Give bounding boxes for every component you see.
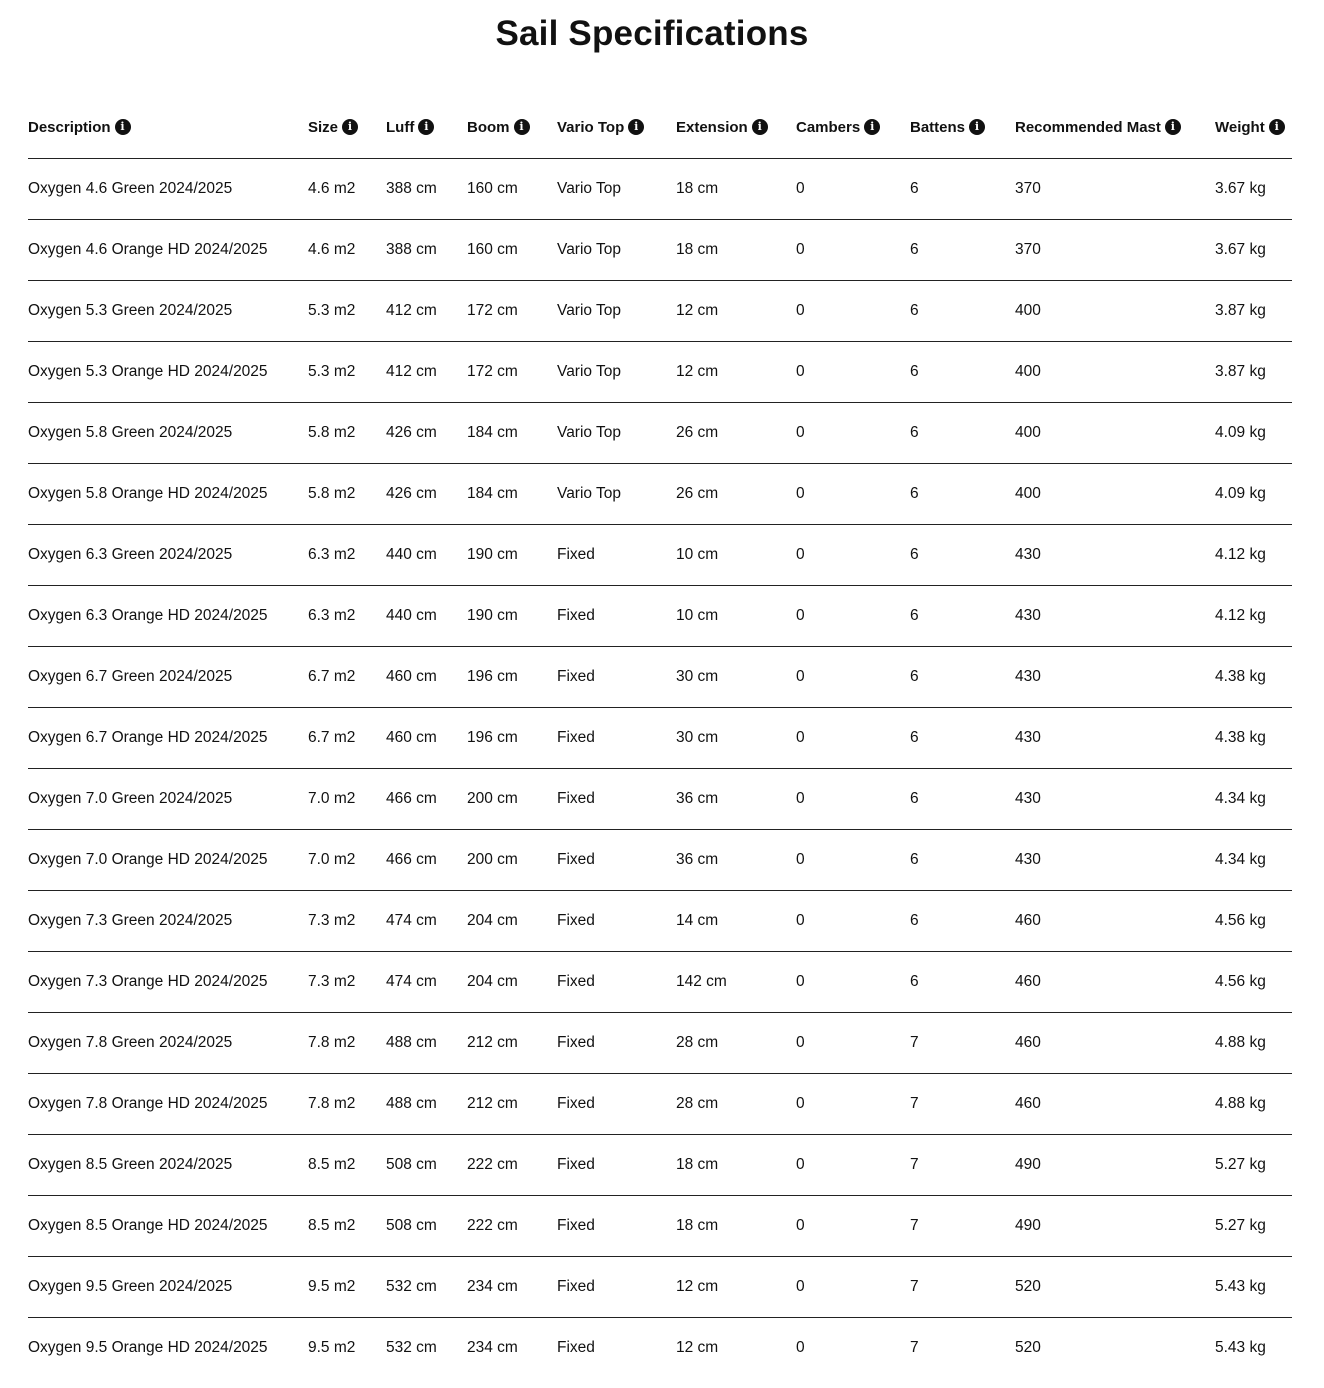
table-cell: 28 cm xyxy=(676,1074,796,1135)
table-cell: 0 xyxy=(796,1074,910,1135)
table-row xyxy=(28,1257,1292,1318)
table-cell: 184 cm xyxy=(467,403,557,464)
table-cell: 466 cm xyxy=(386,830,467,891)
table-cell: 14 cm xyxy=(676,891,796,952)
table-cell: 5.43 kg xyxy=(1215,1339,1266,1356)
table-cell: 430 xyxy=(1015,769,1215,830)
column-header-label: Recommended Mast xyxy=(1015,118,1161,136)
table-cell: 4.12 kg xyxy=(1215,525,1292,586)
table-cell: 4.09 kg xyxy=(1215,403,1292,464)
table-cell: Oxygen 5.8 Orange HD 2024/2025 xyxy=(28,464,308,525)
table-cell: Fixed xyxy=(557,1013,676,1074)
table-cell: 142 cm xyxy=(676,952,796,1013)
table-cell: 0 xyxy=(796,159,910,220)
page-title: Sail Specifications xyxy=(495,14,809,53)
table-cell: 0 xyxy=(796,220,910,281)
table-cell: 440 cm xyxy=(386,525,467,586)
column-header-label: Description xyxy=(28,118,111,136)
table-cell: Oxygen 7.3 Orange HD 2024/2025 xyxy=(28,952,308,1013)
table-cell: 4.12 kg xyxy=(1215,586,1292,647)
table-cell: 460 xyxy=(1015,891,1215,952)
column-header-content xyxy=(676,119,768,136)
table-cell: Vario Top xyxy=(557,342,676,403)
table-cell: 212 cm xyxy=(467,1074,557,1135)
table-cell: 8.5 m2 xyxy=(308,1196,386,1257)
table-cell: 4.56 kg xyxy=(1215,891,1292,952)
table-cell: 26 cm xyxy=(676,403,796,464)
column-header-content xyxy=(1215,119,1285,136)
table-cell: 0 xyxy=(796,1339,805,1356)
column-header-content xyxy=(1015,119,1181,136)
table-cell: Vario Top xyxy=(557,159,676,220)
table-cell: 466 cm xyxy=(386,769,467,830)
table-cell: Fixed xyxy=(557,1135,676,1196)
table-cell: 6 xyxy=(910,586,1015,647)
column-header-label: Weight xyxy=(1215,118,1265,136)
table-cell: 370 xyxy=(1015,220,1215,281)
table-cell: 28 cm xyxy=(676,1013,796,1074)
table-cell: 7.8 m2 xyxy=(308,1074,386,1135)
table-cell: Oxygen 8.5 Orange HD 2024/2025 xyxy=(28,1196,308,1257)
table-cell: Oxygen 5.3 Green 2024/2025 xyxy=(28,281,308,342)
table-cell: 460 cm xyxy=(386,647,467,708)
table-cell: 440 cm xyxy=(386,586,467,647)
table-row xyxy=(28,830,1292,891)
table-cell: 388 cm xyxy=(386,159,467,220)
table-cell: 6 xyxy=(910,708,1015,769)
table-row xyxy=(28,464,1292,525)
table-cell: 426 cm xyxy=(386,464,467,525)
table-cell: 160 cm xyxy=(467,220,557,281)
table-cell: Fixed xyxy=(557,525,676,586)
table-cell: Oxygen 7.0 Green 2024/2025 xyxy=(28,769,308,830)
table-cell: Fixed xyxy=(557,1196,676,1257)
table-cell: 196 cm xyxy=(467,647,557,708)
info-icon[interactable]: i xyxy=(752,119,768,135)
table-cell: 7 xyxy=(910,1257,1015,1318)
table-cell: 234 cm xyxy=(467,1257,557,1318)
column-header xyxy=(557,96,676,159)
table-cell: 474 cm xyxy=(386,952,467,1013)
table-row xyxy=(28,1196,1292,1257)
table-cell: 0 xyxy=(796,952,910,1013)
table-cell: 4.09 kg xyxy=(1215,464,1292,525)
table-cell: 172 cm xyxy=(467,342,557,403)
table-cell: 388 cm xyxy=(386,220,467,281)
table-cell: Fixed xyxy=(557,1339,595,1356)
table-row xyxy=(28,1318,1292,1379)
table-cell: 400 xyxy=(1015,342,1215,403)
table-cell: 6 xyxy=(910,220,1015,281)
column-header-label: Battens xyxy=(910,118,966,136)
table-cell: 10 cm xyxy=(676,586,796,647)
header-row xyxy=(28,96,1292,159)
table-cell: 3.67 kg xyxy=(1215,220,1292,281)
table-cell: 0 xyxy=(796,525,910,586)
table-cell: 26 cm xyxy=(676,464,796,525)
column-header-content xyxy=(386,119,434,136)
column-header-label: Extension xyxy=(676,118,748,136)
table-cell: 4.34 kg xyxy=(1215,830,1292,891)
table-cell: Oxygen 9.5 Orange HD 2024/2025 xyxy=(28,1339,268,1356)
table-cell: 460 xyxy=(1015,952,1215,1013)
table-cell: 5.27 kg xyxy=(1215,1135,1292,1196)
column-header xyxy=(28,96,308,159)
table-row xyxy=(28,891,1292,952)
table-row xyxy=(28,647,1292,708)
table-cell: 8.5 m2 xyxy=(308,1135,386,1196)
table-cell: 6.3 m2 xyxy=(308,586,386,647)
table-cell: 5.3 m2 xyxy=(308,342,386,403)
table-cell: Oxygen 7.8 Green 2024/2025 xyxy=(28,1013,308,1074)
table-cell: 5.43 kg xyxy=(1215,1257,1292,1318)
table-cell: 18 cm xyxy=(676,220,796,281)
table-cell: 7 xyxy=(910,1339,919,1356)
table-row xyxy=(28,1074,1292,1135)
column-header xyxy=(910,96,1015,159)
column-header xyxy=(1215,96,1292,159)
table-cell: Oxygen 7.0 Orange HD 2024/2025 xyxy=(28,830,308,891)
table-row xyxy=(28,769,1292,830)
table-cell: 6 xyxy=(910,769,1015,830)
table-cell: 4.34 kg xyxy=(1215,769,1292,830)
table-cell: 6.7 m2 xyxy=(308,708,386,769)
table-cell: 460 xyxy=(1015,1074,1215,1135)
table-cell: 6.7 m2 xyxy=(308,647,386,708)
table-cell: Vario Top xyxy=(557,464,676,525)
table-cell: 490 xyxy=(1015,1135,1215,1196)
table-cell: 18 cm xyxy=(676,1196,796,1257)
table-cell: 200 cm xyxy=(467,830,557,891)
table-cell: 10 cm xyxy=(676,525,796,586)
table-cell: 12 cm xyxy=(676,281,796,342)
table-cell: 0 xyxy=(796,1135,910,1196)
table-cell: 426 cm xyxy=(386,403,467,464)
table-cell: 7.3 m2 xyxy=(308,952,386,1013)
table-cell: 196 cm xyxy=(467,708,557,769)
column-header-content xyxy=(467,119,530,136)
column-header-label: Vario Top xyxy=(557,118,625,136)
table-cell: 7.8 m2 xyxy=(308,1013,386,1074)
table-cell: 412 cm xyxy=(386,281,467,342)
table-row xyxy=(28,952,1292,1013)
table-body xyxy=(28,159,1292,1379)
column-header-label: Luff xyxy=(386,118,415,136)
table-cell: 5.8 m2 xyxy=(308,464,386,525)
table-cell: 490 xyxy=(1015,1196,1215,1257)
table-cell: 160 cm xyxy=(467,159,557,220)
table-cell: 6 xyxy=(910,464,1015,525)
table-cell: 30 cm xyxy=(676,647,796,708)
table-cell: 172 cm xyxy=(467,281,557,342)
table-cell: 6 xyxy=(910,403,1015,464)
table-cell: 400 xyxy=(1015,403,1215,464)
table-cell: 0 xyxy=(796,464,910,525)
table-cell: 30 cm xyxy=(676,708,796,769)
table-cell: 12 cm xyxy=(676,342,796,403)
table-cell: 430 xyxy=(1015,830,1215,891)
table-cell: Fixed xyxy=(557,586,676,647)
column-header-content xyxy=(28,119,131,136)
table-cell: 520 xyxy=(1015,1339,1041,1356)
table-cell: Oxygen 7.3 Green 2024/2025 xyxy=(28,891,308,952)
table-cell: 0 xyxy=(796,830,910,891)
table-cell: 0 xyxy=(796,403,910,464)
table-cell: 6 xyxy=(910,891,1015,952)
table-row xyxy=(28,342,1292,403)
table-cell: 222 cm xyxy=(467,1196,557,1257)
table-cell: 12 cm xyxy=(676,1339,719,1356)
info-icon[interactable]: i xyxy=(864,119,880,135)
table-cell: 430 xyxy=(1015,586,1215,647)
table-row xyxy=(28,708,1292,769)
table-cell: 204 cm xyxy=(467,891,557,952)
info-icon[interactable]: i xyxy=(342,119,358,135)
column-header xyxy=(308,96,386,159)
table-cell: Fixed xyxy=(557,647,676,708)
table-cell: 4.56 kg xyxy=(1215,952,1292,1013)
table-cell: 508 cm xyxy=(386,1196,467,1257)
table-cell: 4.38 kg xyxy=(1215,647,1292,708)
table-cell: 5.3 m2 xyxy=(308,281,386,342)
table-header xyxy=(28,96,1292,159)
table-cell: 0 xyxy=(796,342,910,403)
table-cell: 7 xyxy=(910,1196,1015,1257)
table-cell: 460 xyxy=(1015,1013,1215,1074)
table-cell: 234 cm xyxy=(467,1339,518,1356)
table-cell: 5.8 m2 xyxy=(308,403,386,464)
table-cell: 4.88 kg xyxy=(1215,1074,1292,1135)
table-cell: Oxygen 4.6 Green 2024/2025 xyxy=(28,159,308,220)
column-header-content xyxy=(308,119,358,136)
table-cell: Oxygen 6.3 Orange HD 2024/2025 xyxy=(28,586,308,647)
column-header-label: Cambers xyxy=(796,118,861,136)
column-header-content xyxy=(557,119,644,136)
table-cell: 4.88 kg xyxy=(1215,1013,1292,1074)
table-cell: 200 cm xyxy=(467,769,557,830)
table-cell: 4.6 m2 xyxy=(308,159,386,220)
table-cell: 190 cm xyxy=(467,525,557,586)
table-cell: 430 xyxy=(1015,647,1215,708)
table-cell: 3.87 kg xyxy=(1215,342,1292,403)
table-cell: Oxygen 9.5 Green 2024/2025 xyxy=(28,1257,308,1318)
table-cell: 18 cm xyxy=(676,1135,796,1196)
table-cell: 0 xyxy=(796,891,910,952)
column-header-label: Size xyxy=(308,118,339,136)
specifications-table xyxy=(28,96,1292,1378)
column-header-content xyxy=(796,119,880,136)
table-cell: Oxygen 4.6 Orange HD 2024/2025 xyxy=(28,220,308,281)
table-cell: 0 xyxy=(796,708,910,769)
table-cell: 36 cm xyxy=(676,769,796,830)
table-cell: 184 cm xyxy=(467,464,557,525)
info-icon[interactable]: i xyxy=(418,119,434,135)
table-row xyxy=(28,403,1292,464)
table-cell: 190 cm xyxy=(467,586,557,647)
column-header xyxy=(676,96,796,159)
info-icon[interactable]: i xyxy=(115,119,131,135)
table-cell: 430 xyxy=(1015,525,1215,586)
table-cell: 222 cm xyxy=(467,1135,557,1196)
table-cell: 474 cm xyxy=(386,891,467,952)
table-cell: 9.5 m2 xyxy=(308,1339,356,1356)
column-header-content xyxy=(910,119,985,136)
table-cell: 18 cm xyxy=(676,159,796,220)
table-cell: 0 xyxy=(796,1013,910,1074)
table-cell: 5.27 kg xyxy=(1215,1196,1292,1257)
table-cell: 6 xyxy=(910,342,1015,403)
table-cell: 520 xyxy=(1015,1257,1215,1318)
table-cell: Fixed xyxy=(557,708,676,769)
table-cell: 532 cm xyxy=(386,1257,467,1318)
table-cell: Oxygen 8.5 Green 2024/2025 xyxy=(28,1135,308,1196)
table-cell: 400 xyxy=(1015,281,1215,342)
table-cell: 412 cm xyxy=(386,342,467,403)
table-cell: 532 cm xyxy=(386,1339,437,1356)
table-cell: 6 xyxy=(910,952,1015,1013)
table-cell: 12 cm xyxy=(676,1257,796,1318)
info-icon[interactable]: i xyxy=(514,119,530,135)
table-cell: 488 cm xyxy=(386,1013,467,1074)
table-cell: Oxygen 6.7 Orange HD 2024/2025 xyxy=(28,708,308,769)
table-cell: Vario Top xyxy=(557,403,676,464)
table-cell: Fixed xyxy=(557,769,676,830)
table-cell: 3.67 kg xyxy=(1215,159,1292,220)
table-cell: 0 xyxy=(796,586,910,647)
table-cell: 508 cm xyxy=(386,1135,467,1196)
table-cell: Fixed xyxy=(557,1074,676,1135)
table-cell: 7.0 m2 xyxy=(308,769,386,830)
table-cell: 204 cm xyxy=(467,952,557,1013)
table-cell: 6 xyxy=(910,281,1015,342)
table-cell: Fixed xyxy=(557,1257,676,1318)
table-row xyxy=(28,281,1292,342)
info-icon[interactable]: i xyxy=(1269,119,1285,135)
table-cell: 7 xyxy=(910,1074,1015,1135)
table-cell: Oxygen 6.7 Green 2024/2025 xyxy=(28,647,308,708)
table-row xyxy=(28,525,1292,586)
table-cell: 400 xyxy=(1015,464,1215,525)
table-cell: 460 cm xyxy=(386,708,467,769)
table-cell: 0 xyxy=(796,281,910,342)
table-cell: 6 xyxy=(910,830,1015,891)
table-cell: 6 xyxy=(910,525,1015,586)
table-cell: 6.3 m2 xyxy=(308,525,386,586)
table-cell: 0 xyxy=(796,1257,910,1318)
table-cell: 6 xyxy=(910,647,1015,708)
table-cell: Vario Top xyxy=(557,220,676,281)
column-header xyxy=(386,96,467,159)
table-cell: 36 cm xyxy=(676,830,796,891)
table-cell: 0 xyxy=(796,647,910,708)
table-row xyxy=(28,220,1292,281)
table-cell: Oxygen 5.8 Green 2024/2025 xyxy=(28,403,308,464)
column-header xyxy=(1015,96,1215,159)
table-cell: 4.6 m2 xyxy=(308,220,386,281)
table-row xyxy=(28,1013,1292,1074)
column-header xyxy=(467,96,557,159)
column-header-label: Boom xyxy=(467,118,510,136)
table-cell: 3.87 kg xyxy=(1215,281,1292,342)
table-cell: 370 xyxy=(1015,159,1215,220)
table-cell: Fixed xyxy=(557,830,676,891)
table-cell: Oxygen 5.3 Orange HD 2024/2025 xyxy=(28,342,308,403)
table-cell: 0 xyxy=(796,1196,910,1257)
table-row xyxy=(28,159,1292,220)
table-cell: 9.5 m2 xyxy=(308,1257,386,1318)
table-cell: 6 xyxy=(910,159,1015,220)
table-row xyxy=(28,1135,1292,1196)
info-icon[interactable]: i xyxy=(628,119,644,135)
info-icon[interactable]: i xyxy=(969,119,985,135)
table-cell: Oxygen 6.3 Green 2024/2025 xyxy=(28,525,308,586)
table-cell: Fixed xyxy=(557,952,676,1013)
table-cell: 4.38 kg xyxy=(1215,708,1292,769)
table-cell: 7.0 m2 xyxy=(308,830,386,891)
info-icon[interactable]: i xyxy=(1165,119,1181,135)
column-header xyxy=(796,96,910,159)
table-cell: 0 xyxy=(796,769,910,830)
table-row xyxy=(28,586,1292,647)
table-cell: 212 cm xyxy=(467,1013,557,1074)
table-cell: Fixed xyxy=(557,891,676,952)
table-cell: Oxygen 7.8 Orange HD 2024/2025 xyxy=(28,1074,308,1135)
table-cell: 430 xyxy=(1015,708,1215,769)
table-cell: 7.3 m2 xyxy=(308,891,386,952)
table-cell: 7 xyxy=(910,1013,1015,1074)
table-cell: 488 cm xyxy=(386,1074,467,1135)
table-cell: Vario Top xyxy=(557,281,676,342)
table-cell: 7 xyxy=(910,1135,1015,1196)
